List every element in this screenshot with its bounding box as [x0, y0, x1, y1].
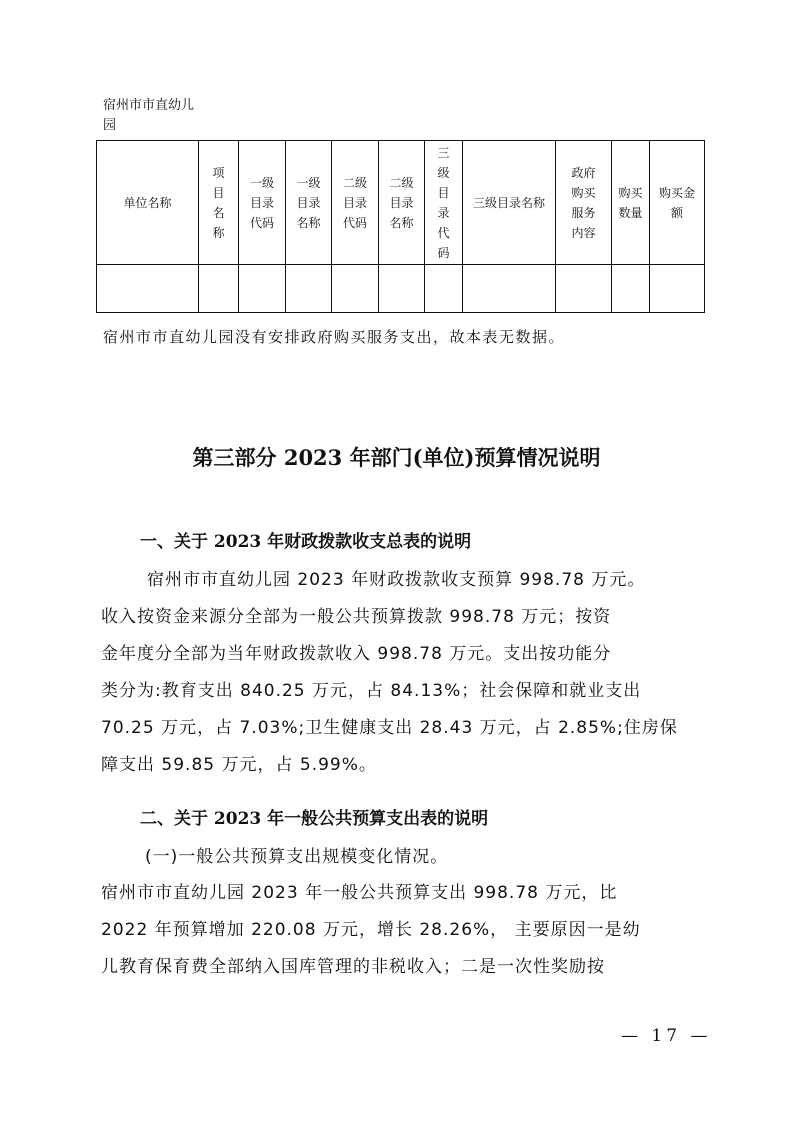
paragraph-line: 宿州市市直幼儿园 2023 年财政拨款收支预算 998.78 万元。 [147, 570, 646, 590]
header-cell: 一级目录名称 [286, 141, 332, 265]
table-header-row [97, 141, 705, 265]
header-cell: 政府购买服务内容 [556, 141, 612, 265]
heading-income-expense-summary: 一、关于 2023 年财政拨款收支总表的说明 [140, 532, 472, 552]
paragraph-line: 70.25 万元，占 7.03%;卫生健康支出 28.43 万元，占 2.85%;住房保 [101, 718, 678, 738]
unit-label: 宿州市市直幼儿园 [103, 98, 195, 133]
heading-general-budget-expense: 二、关于 2023 年一般公共预算支出表的说明 [140, 809, 489, 829]
paragraph-line: 金年度分全部为当年财政拨款收入 998.78 万元。支出按功能分 [101, 644, 612, 664]
header-cell: 二级目录代码 [332, 141, 379, 265]
paragraph-line: 收入按资金来源分全部为一般公共预算拨款 998.78 万元；按资 [101, 607, 612, 627]
paragraph-line: 宿州市市直幼儿园 2023 年一般公共预算支出 998.78 万元，比 [101, 883, 618, 903]
header-cell: 三级目录代码 [425, 141, 463, 265]
paragraph-line: 2022 年预算增加 220.08 万元，增长 28.26%， 主要原因一是幼 [101, 920, 641, 940]
paragraph-income-expense [101, 562, 693, 784]
section-title: 第三部分 2023 年部门(单位)预算情况说明 [192, 445, 601, 470]
header-cell: 一级目录代码 [239, 141, 286, 265]
header-cell: 购买金额 [650, 141, 705, 265]
purchase-service-table [96, 140, 705, 313]
paragraph-line: 儿教育保育费全部纳入国库管理的非税收入；二是一次性奖励按 [101, 957, 605, 977]
paragraph-budget-change [101, 875, 693, 986]
table-row [97, 265, 705, 313]
header-cell: 购买数量 [612, 141, 650, 265]
page-number: — 17 — [621, 1026, 712, 1046]
header-cell: 三级目录名称 [463, 141, 556, 265]
paragraph-line: 障支出 59.85 万元，占 5.99%。 [101, 755, 377, 775]
header-cell: 单位名称 [97, 141, 199, 265]
paragraph-line: 类分为:教育支出 840.25 万元，占 84.13%；社会保障和就业支出 [101, 681, 642, 701]
header-cell: 项目名称 [199, 141, 239, 265]
table-note: 宿州市市直幼儿园没有安排政府购买服务支出，故本表无数据。 [103, 328, 566, 346]
sub-heading: (一)一般公共预算支出规模变化情况。 [145, 847, 449, 867]
header-cell: 二级目录名称 [379, 141, 425, 265]
